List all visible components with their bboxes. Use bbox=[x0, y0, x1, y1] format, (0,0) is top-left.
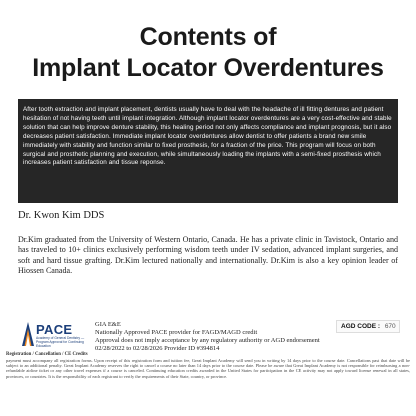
agd-code-label: AGD CODE : bbox=[341, 323, 380, 330]
registration-text: payment must accompany all registration forms. Upon receipt of this registration form and tuition fee, Great Implant Academy will send you in writing by 14 days prior to the course date. Cancellations past that date will be subject to an additional penalty. Great Implant Academy reserves the right to cancel a course no later than 14 days prior to the course date. Please be aware that Great Implant Academy is not responsible for reimbursing a non-refundable airline ticket or any other travel expenses if a course is canceled. Continuing education credits awarded in the United States for participation in the CE activity may not apply toward license renewal in all states, provinces, or countries. It is the responsibility of each registrant to verify the requirements of their State, country, or province. bbox=[6, 358, 410, 379]
agd-code-value: 670 bbox=[384, 323, 396, 330]
course-description-box bbox=[18, 99, 398, 203]
accreditation-line-2: Nationally Approved PACE provider for FAGD/MAGD credit bbox=[95, 329, 258, 336]
pace-subtitle: Academy of General Dentistry — Program Approval for Continuing Education bbox=[36, 336, 85, 348]
pace-logo-block bbox=[22, 322, 92, 354]
agd-code-box bbox=[336, 320, 400, 333]
accreditation-line-3: Approval does not imply acceptance by any regulatory authority or AGD endorsement bbox=[95, 337, 320, 344]
presenter-name: Dr. Kwon Kim DDS bbox=[18, 210, 105, 221]
course-description: After tooth extraction and implant placement, dentists usually have to deal with the headache of ill fitting dentures and patient hesitation of not having teeth until implant integration. Although implant locator overdentures are a very cost-effective and stable solution that can help improve denture stability, this healing period not only affects compliance and implant prognosis, but it also decreases patient satisfaction. Immediate implant locator overdentures allow dentist to offer patients a brand new smile immediately with stability and function similar to fixed prosthesis, for a fraction of the price. This program will focus on both surgical and prosthetic planning and execution, while simultaneously loading the implants with a semi-fixed prosthesis which increases patient satisfaction and tissue reponse. bbox=[23, 106, 392, 167]
title-line-2: Implant Locator Overdentures bbox=[32, 54, 384, 82]
title-line-1: Contents of bbox=[139, 23, 277, 51]
page-title bbox=[0, 22, 416, 84]
accreditation-line-4: 02/28/2022 to 02/28/2026 Provider ID #394814 bbox=[95, 345, 220, 352]
pace-logo-icon bbox=[22, 322, 34, 346]
presenter-bio: Dr.Kim graduated from the University of Western Ontario, Canada. He has a private clinic in Tavistock, Ontario and has traveled to 10+ clinics exclusively performing wisdom teeth under IV sedation, advanced implant surgeries, and soft and hard tissue grafting. Dr.Kim lectured nationally and internationally. Dr.Kim is also a key opinion leader of Hiossen Canada. bbox=[18, 235, 398, 275]
registration-title: Registration / Cancellation / CE Credits bbox=[6, 352, 88, 357]
pace-name: PACE bbox=[36, 322, 73, 337]
accreditation-block bbox=[95, 321, 320, 353]
accreditation-line-1: GIA E&E bbox=[95, 321, 121, 328]
